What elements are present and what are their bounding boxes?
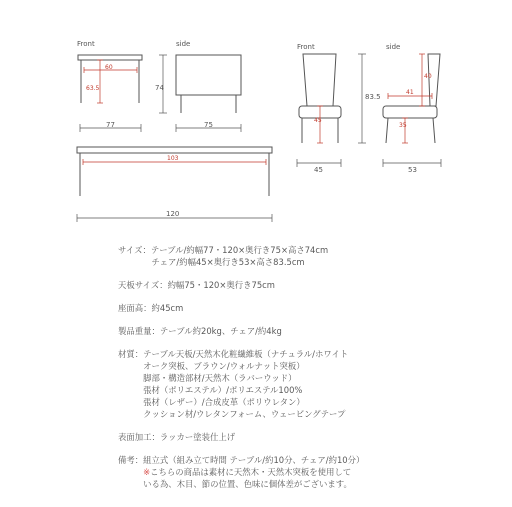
- dim-table-leg-height: 63.5: [86, 85, 100, 92]
- chair-front-label: Front: [297, 43, 315, 51]
- indent: [118, 467, 143, 477]
- dim-chair-total-height: 83.5: [365, 93, 381, 101]
- spec-line: 天板サイズ：約幅75・120×奥行き75cm: [118, 280, 275, 290]
- spec-line: 製品重量：テーブル約20kg、チェア/約4kg: [118, 326, 282, 336]
- dim-chair-back-height: 40: [424, 73, 432, 80]
- spec-size: [118, 244, 510, 268]
- dim-table-extended-width: 120: [166, 210, 180, 218]
- table-front-view: [78, 55, 142, 103]
- spec-line: いる為、木目、節の位置、色味に個体差がございます。: [118, 479, 352, 489]
- spec-weight: [118, 325, 510, 337]
- dim-chair-depth: 53: [408, 166, 417, 174]
- dim-chair-seat-depth: 41: [406, 89, 414, 96]
- spec-top-size: [118, 279, 510, 291]
- spec-line: 張材（レザー）/合成皮革（ポリウレタン）: [118, 397, 305, 407]
- spec-list: [118, 244, 510, 501]
- dim-table-depth: 75: [204, 121, 213, 129]
- dim-chair-width: 45: [314, 166, 323, 174]
- dim-table-width: 77: [106, 121, 115, 129]
- chair-side-label: side: [386, 43, 401, 51]
- spec-seat-height: [118, 302, 510, 314]
- dim-chair-side-seat-height: 35: [399, 122, 407, 129]
- spec-line: 表面加工：ラッカー塗装仕上げ: [118, 432, 236, 442]
- spec-material: [118, 348, 510, 420]
- table-front-label: Front: [77, 40, 95, 48]
- spec-line: 材質：テーブル天板/天然木化粧繊維板（ナチュラル/ホワイト: [118, 349, 349, 359]
- dim-table-height: 74: [155, 84, 164, 92]
- spec-line: クッション材/ウレタンフォーム、ウェービングテープ: [118, 409, 346, 419]
- dim-table-extended-inner: 103: [167, 155, 179, 162]
- chair-side-view: [383, 54, 440, 143]
- dim-table-inner-width: 60: [105, 64, 113, 71]
- dim-chair-seat-height: 45: [314, 117, 322, 124]
- dimension-diagram: [0, 0, 512, 230]
- spec-line: オーク突板、ブラウン/ウォルナット突板）: [118, 361, 305, 371]
- spec-notes: [118, 454, 510, 490]
- table-side-view: [176, 55, 241, 113]
- spec-line: チェア/約幅45×奥行き53×高さ83.5cm: [118, 257, 305, 267]
- spec-line: 張材（ポリエステル）/ポリエステル100%: [118, 385, 303, 395]
- spec-line: 脚部・構造部材/天然木（ラバーウッド）: [118, 373, 297, 383]
- spec-line: [118, 466, 510, 478]
- spec-finish: [118, 431, 510, 443]
- note-mark: ※: [143, 467, 151, 477]
- note-text: こちらの商品は素材に天然木・天然木突板を使用して: [150, 467, 352, 477]
- spec-line: 座面高：約45cm: [118, 303, 184, 313]
- spec-line: 備考：組立式（組み立て時間 テーブル/約10分、チェア/約10分）: [118, 455, 365, 465]
- spec-line: サイズ：テーブル/約幅77・120×奥行き75×高さ74cm: [118, 245, 329, 255]
- table-side-label: side: [176, 40, 191, 48]
